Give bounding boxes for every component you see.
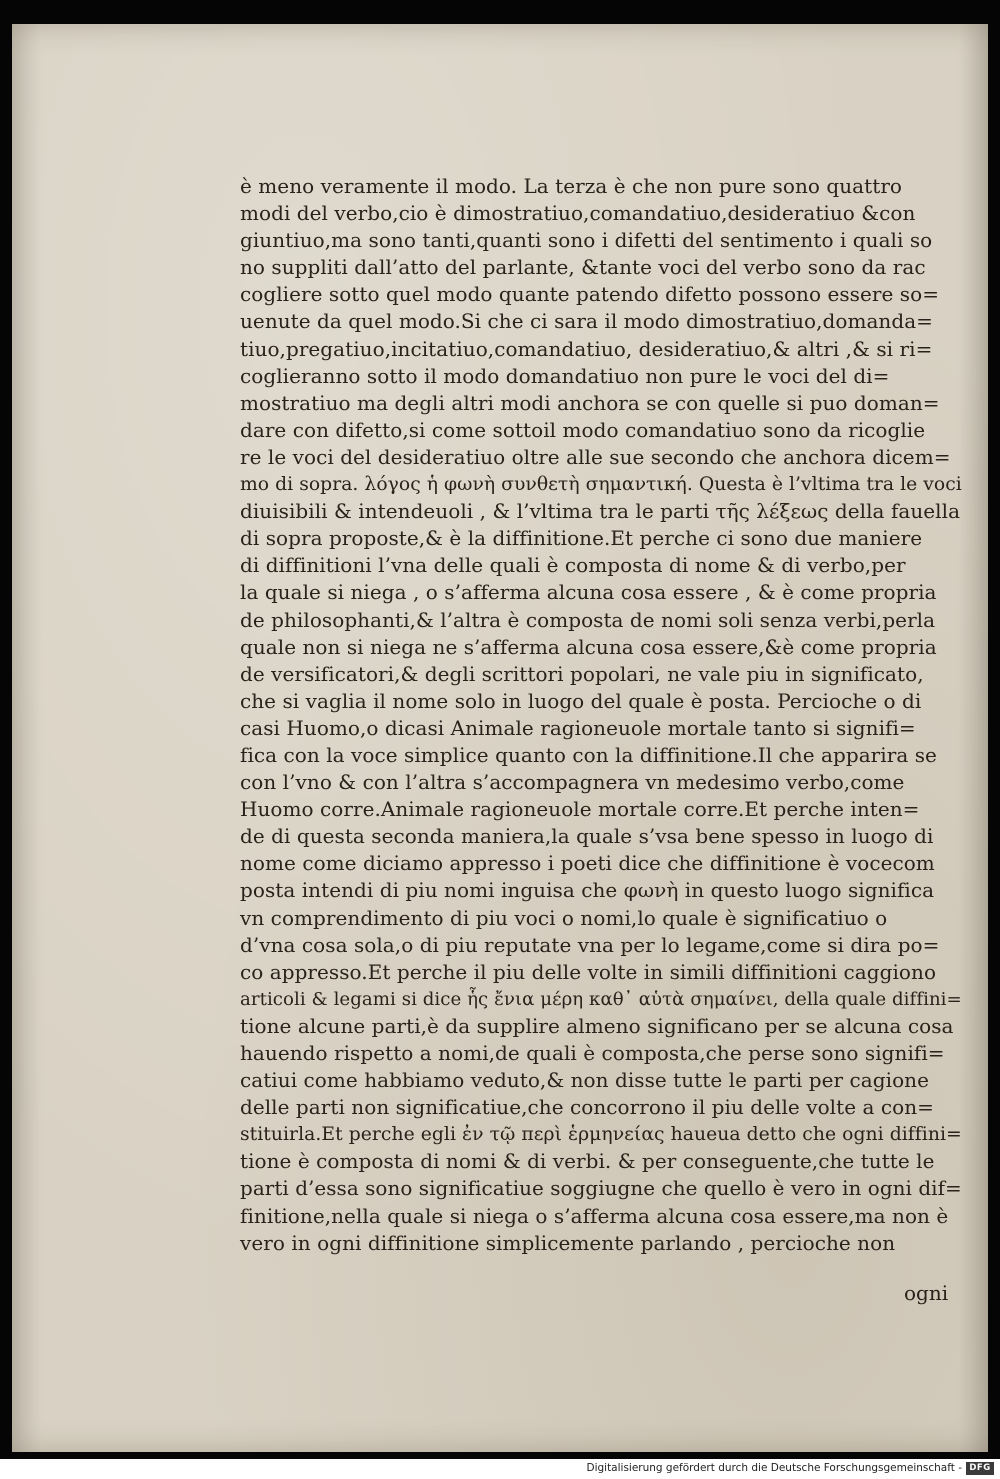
text-line: finitione,nella quale si niega o s’afferma alcuna cosa essere,ma non è bbox=[240, 1203, 949, 1228]
text-line: quale non si niega ne s’afferma alcuna cosa essere,&è come propria bbox=[240, 634, 937, 659]
text-line: che si vaglia il nome solo in luogo del quale è posta. Percioche o di bbox=[240, 688, 922, 713]
text-line: di sopra proposte,& è la diffinitione.Et perche ci sono due maniere bbox=[240, 526, 923, 551]
text-line: posta intendi di piu nomi inguisa che φωνὴ in questo luogo significa bbox=[240, 878, 935, 903]
text-line: con l’vno & con l’altra s’accompagnera vn medesimo verbo,come bbox=[240, 770, 905, 795]
text-line: uenute da quel modo.Si che ci sara il modo dimostratiuo,domanda= bbox=[240, 309, 933, 334]
funding-footer bbox=[0, 1459, 1000, 1479]
text-line: mostratiuo ma degli altri modi anchora se con quelle si puo doman= bbox=[240, 390, 940, 415]
text-line: vero in ogni diffinitione simplicemente parlando , percioche non bbox=[240, 1230, 896, 1255]
text-line: coglieranno sotto il modo domandatiuo non pure le voci del di= bbox=[240, 363, 890, 388]
text-line: la quale si niega , o s’afferma alcuna cosa essere , & è come propria bbox=[240, 580, 937, 605]
text-line: mo di sopra. λόγος ἡ φωνὴ συνθετὴ σημαντική. Questa è l’vltima tra le voci bbox=[240, 474, 962, 496]
text-line: è meno veramente il modo. La terza è che non pure sono quattro bbox=[240, 174, 903, 198]
text-line: articoli & legami si dice ἧς ἔνια μέρη καθ᾽ αὑτὰ σημαίνει, della quale diffini= bbox=[240, 988, 962, 1010]
funding-notice: Digitalisierung gefördert durch die Deutsche Forschungsgemeinschaft - bbox=[586, 1462, 962, 1474]
text-line: hauendo rispetto a nomi,de quali è composta,che perse sono signifi= bbox=[240, 1041, 945, 1065]
text-line: dare con difetto,si come sottoil modo comandatiuo sono da ricoglie bbox=[240, 417, 926, 442]
text-line: parti d’essa sono significatiue soggiugne che quello è vero in ogni dif= bbox=[240, 1176, 962, 1201]
text-line: cogliere sotto quel modo quante patendo difetto possono essere so= bbox=[240, 282, 940, 307]
text-line: re le voci del desideratiuo oltre alle sue secondo che anchora dicem= bbox=[240, 444, 951, 469]
text-line: nome come diciamo appresso i poeti dice che diffinitione è vocecom bbox=[240, 851, 935, 876]
page-text bbox=[240, 173, 962, 1257]
catchword: ogni bbox=[904, 1281, 949, 1305]
text-line: fica con la voce simplice quanto con la diffinitione.Il che apparira se bbox=[240, 742, 937, 767]
text-line: stituirla.Et perche egli ἐν τῷ περὶ ἑρμηνείας haueua detto che ogni diffini= bbox=[240, 1124, 962, 1146]
dfg-logo: DFG bbox=[966, 1462, 994, 1475]
text-line: diuisibili & intendeuoli , & l’vltima tra le parti τῆς λέξεως della fauella bbox=[240, 499, 961, 524]
text-line: d’vna cosa sola,o di piu reputate vna per lo legame,come si dira po= bbox=[240, 932, 940, 957]
text-line: casi Huomo,o dicasi Animale ragioneuole mortale tanto si signifi= bbox=[240, 715, 916, 740]
text-line: giuntiuo,ma sono tanti,quanti sono i difetti del sentimento i quali so bbox=[240, 228, 933, 253]
text-line: vn comprendimento di piu voci o nomi,lo quale è significatiuo o bbox=[240, 905, 888, 930]
text-line: tiuo,pregatiuo,incitatiuo,comandatiuo, desideratiuo,& altri ,& si ri= bbox=[240, 336, 933, 361]
text-line: tione è composta di nomi & di verbi. & per conseguente,che tutte le bbox=[240, 1149, 935, 1174]
text-line: catiui come habbiamo veduto,& non disse tutte le parti per cagione bbox=[240, 1068, 929, 1093]
text-line: modi del verbo,cio è dimostratiuo,comandatiuo,desideratiuo &con bbox=[240, 201, 916, 226]
text-line: delle parti non significatiue,che concorrono il piu delle volte a con= bbox=[240, 1095, 934, 1120]
text-line: Huomo corre.Animale ragioneuole mortale corre.Et perche inten= bbox=[240, 797, 920, 822]
book-page bbox=[12, 24, 988, 1452]
text-line: tione alcune parti,è da supplire almeno significano per se alcuna cosa bbox=[240, 1013, 954, 1038]
text-line: co appresso.Et perche il piu delle volte in simili diffinitioni caggiono bbox=[240, 959, 937, 984]
text-line: de philosophanti,& l’altra è composta de nomi soli senza verbi,perla bbox=[240, 607, 936, 632]
text-line: no suppliti dall’atto del parlante, &tante voci del verbo sono da rac bbox=[240, 255, 926, 280]
text-line: de versificatori,& degli scrittori popolari, ne vale piu in significato, bbox=[240, 661, 924, 686]
text-line: di diffinitioni l’vna delle quali è composta di nome & di verbo,per bbox=[240, 553, 906, 578]
text-line: de di questa seconda maniera,la quale s’vsa bene spesso in luogo di bbox=[240, 824, 934, 849]
